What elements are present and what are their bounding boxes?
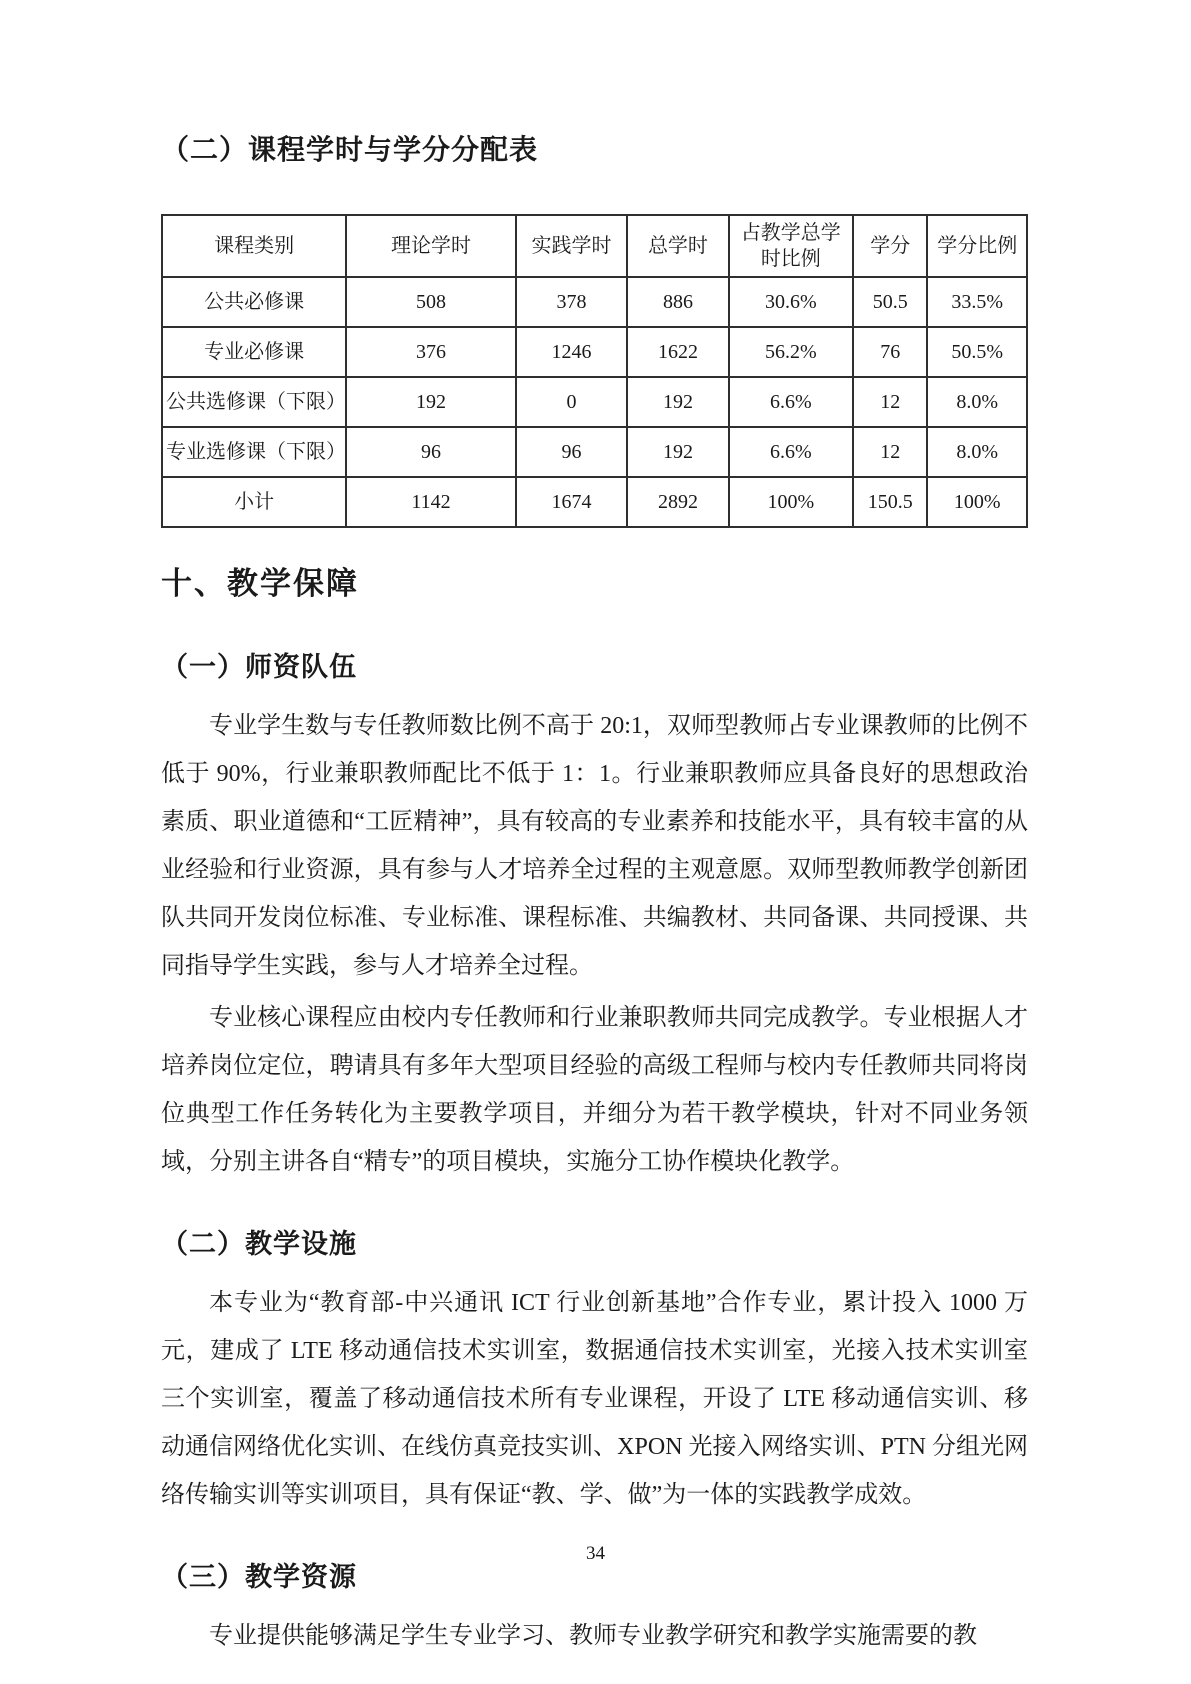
body-paragraph: 专业核心课程应由校内专任教师和行业兼职教师共同完成教学。专业根据人才培养岗位定位，聘请具有多年大型项目经验的高级工程师与校内专任教师共同将岗位典型工作任务转化为主要教学项目，并细分为若干教学模块，针对不同业务领域，分别主讲各自“精专”的项目模块，实施分工协作模块化教学。 xyxy=(161,1005,1028,1175)
value-cell: 0 xyxy=(516,377,628,427)
value-cell: 6.6% xyxy=(729,377,854,427)
table-body xyxy=(162,277,1027,527)
page-number: 34 xyxy=(586,1543,605,1564)
column-header: 学分 xyxy=(853,215,927,277)
subsection-heading: （三）教学资源 xyxy=(161,1562,357,1592)
row-label-cell: 公共必修课 xyxy=(162,277,346,327)
body-paragraph: 专业学生数与专任教师数比例不高于 20:1，双师型教师占专业课教师的比例不低于 90%，行业兼职教师配比不低于 1：1。行业兼职教师应具备良好的思想政治素质、职业道德和“工匠精神”，具有较高的专业素养和技能水平，具有较丰富的从业经验和行业资源，具有参与人才培养全过程的主观意愿。双师型教师教学创新团队共同开发岗位标准、专业标准、课程标准、共编教材、共同备课、共同授课、共同指导学生实践，参与人才培养全过程。 xyxy=(161,713,1028,979)
value-cell: 76 xyxy=(853,327,927,377)
table-row xyxy=(162,477,1027,527)
value-cell: 8.0% xyxy=(927,427,1027,477)
column-header: 实践学时 xyxy=(516,215,628,277)
credit-distribution-table xyxy=(161,214,1028,528)
value-cell: 1142 xyxy=(346,477,516,527)
table-row xyxy=(162,427,1027,477)
value-cell: 192 xyxy=(627,377,728,427)
subsection-heading: （二）教学设施 xyxy=(161,1229,357,1259)
value-cell: 150.5 xyxy=(853,477,927,527)
column-header: 占教学总学时比例 xyxy=(729,215,854,277)
table-row xyxy=(162,277,1027,327)
value-cell: 508 xyxy=(346,277,516,327)
value-cell: 33.5% xyxy=(927,277,1027,327)
value-cell: 2892 xyxy=(627,477,728,527)
major-section-heading: 十、教学保障 xyxy=(161,566,359,601)
column-header: 学分比例 xyxy=(927,215,1027,277)
value-cell: 376 xyxy=(346,327,516,377)
value-cell: 96 xyxy=(516,427,628,477)
subsections xyxy=(161,645,1028,1660)
table-row xyxy=(162,327,1027,377)
column-header: 总学时 xyxy=(627,215,728,277)
body-paragraph: 专业提供能够满足学生专业学习、教师专业教学研究和教学实施需要的教 xyxy=(209,1623,977,1649)
value-cell: 192 xyxy=(346,377,516,427)
subsection-heading: （一）师资队伍 xyxy=(161,652,357,682)
page-content xyxy=(161,128,1028,1664)
column-header: 理论学时 xyxy=(346,215,516,277)
row-label-cell: 专业必修课 xyxy=(162,327,346,377)
value-cell: 12 xyxy=(853,427,927,477)
body-paragraph: 本专业为“教育部-中兴通讯 ICT 行业创新基地”合作专业，累计投入 1000 万元，建成了 LTE 移动通信技术实训室，数据通信技术实训室，光接入技术实训室三个实训室，覆盖了移动通信技术所有专业课程，开设了 LTE 移动通信实训、移动通信网络优化实训、在线仿真竞技实训、XPON 光接入网络实训、PTN 分组光网络传输实训等实训项目，具有保证“教、学、做”为一体的实践教学成效。 xyxy=(161,1290,1028,1508)
value-cell: 56.2% xyxy=(729,327,854,377)
value-cell: 1674 xyxy=(516,477,628,527)
row-label-cell: 小计 xyxy=(162,477,346,527)
row-label-cell: 公共选修课（下限） xyxy=(162,377,346,427)
value-cell: 100% xyxy=(729,477,854,527)
table-header-row xyxy=(162,215,1027,277)
value-cell: 886 xyxy=(627,277,728,327)
value-cell: 50.5 xyxy=(853,277,927,327)
table-row xyxy=(162,377,1027,427)
value-cell: 96 xyxy=(346,427,516,477)
row-label-cell: 专业选修课（下限） xyxy=(162,427,346,477)
column-header: 课程类别 xyxy=(162,215,346,277)
value-cell: 1622 xyxy=(627,327,728,377)
value-cell: 192 xyxy=(627,427,728,477)
value-cell: 1246 xyxy=(516,327,628,377)
value-cell: 50.5% xyxy=(927,327,1027,377)
value-cell: 30.6% xyxy=(729,277,854,327)
table-section-heading: （二）课程学时与学分分配表 xyxy=(161,134,539,165)
value-cell: 378 xyxy=(516,277,628,327)
value-cell: 100% xyxy=(927,477,1027,527)
value-cell: 12 xyxy=(853,377,927,427)
value-cell: 6.6% xyxy=(729,427,854,477)
value-cell: 8.0% xyxy=(927,377,1027,427)
